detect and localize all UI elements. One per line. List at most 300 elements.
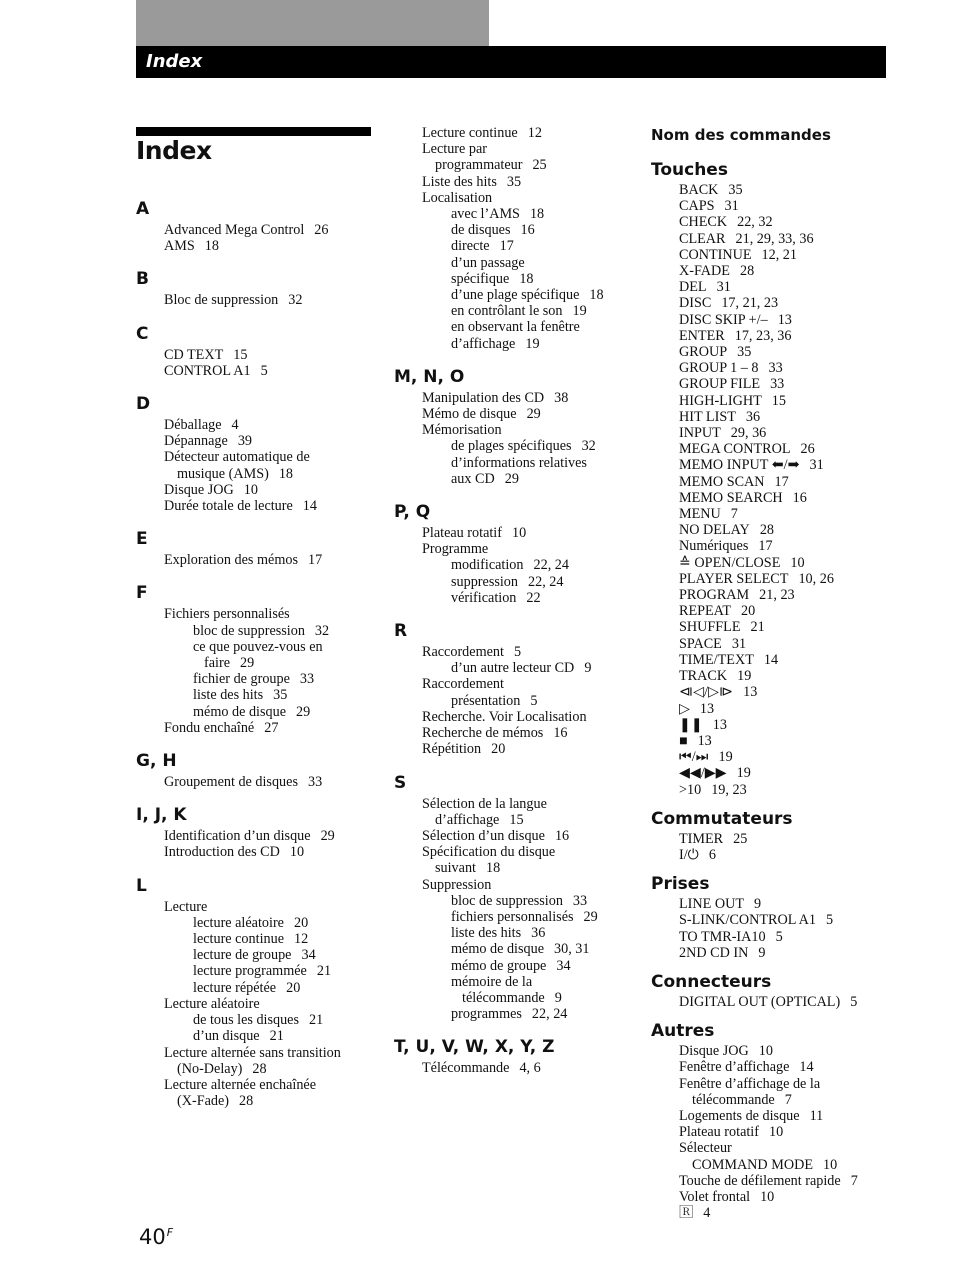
entry-pages: 13 bbox=[697, 732, 712, 749]
entry-pages: 22 bbox=[526, 589, 541, 606]
index-entry bbox=[651, 1140, 896, 1156]
index-entry bbox=[651, 376, 896, 392]
entry-pages: 21 bbox=[750, 619, 765, 636]
index-entry bbox=[651, 847, 896, 863]
index-entry bbox=[136, 720, 381, 736]
entry-term: Fondu enchaîné bbox=[164, 719, 255, 736]
entry-term: fichiers personnalisés bbox=[451, 908, 574, 925]
index-entry bbox=[394, 271, 639, 287]
index-entry bbox=[136, 482, 381, 498]
entry-pages: 26 bbox=[314, 222, 329, 238]
section-heading: L bbox=[136, 875, 147, 896]
entry-term: bloc de suppression bbox=[451, 892, 563, 909]
entry-pages: 33 bbox=[768, 360, 783, 377]
entry-term: lecture de groupe bbox=[193, 947, 292, 964]
entry-pages: 12 bbox=[527, 125, 542, 141]
entry-pages: 17, 23, 36 bbox=[734, 327, 792, 344]
index-list-1 bbox=[136, 198, 381, 1109]
index-entry bbox=[651, 457, 896, 473]
entry-term: GROUP FILE bbox=[679, 376, 761, 393]
entry-term: MEMO INPUT ⬅/➡ bbox=[679, 457, 800, 474]
index-entry bbox=[136, 687, 381, 703]
entry-term: musique (AMS) bbox=[177, 465, 269, 482]
entry-pages: 34 bbox=[556, 957, 571, 974]
index-entry bbox=[136, 899, 381, 915]
entry-pages: 21, 23 bbox=[759, 587, 795, 604]
section-heading: M, N, O bbox=[394, 366, 465, 387]
entry-pages: 18 bbox=[485, 860, 501, 877]
index-entry bbox=[651, 1108, 896, 1124]
index-entry bbox=[394, 958, 639, 974]
entry-term: Manipulation des CD bbox=[422, 389, 545, 406]
entry-term: Lecture par bbox=[422, 141, 487, 158]
page-number-suffix: F bbox=[166, 1226, 174, 1239]
entry-term: fichier de groupe bbox=[193, 671, 290, 688]
index-entry bbox=[394, 990, 639, 1006]
entry-pages: 4 bbox=[231, 417, 239, 434]
entry-term: Déballage bbox=[164, 417, 222, 434]
entry-pages: 5 bbox=[775, 928, 783, 945]
entry-pages: 10 bbox=[243, 481, 258, 498]
index-entry bbox=[136, 466, 381, 482]
entry-pages: 10 bbox=[289, 844, 305, 861]
entry-term: ■ bbox=[679, 732, 688, 749]
entry-pages: 17 bbox=[758, 538, 773, 555]
entry-term: ≙ OPEN/CLOSE bbox=[679, 554, 781, 571]
entry-term: Sélecteur bbox=[679, 1140, 732, 1157]
entry-pages: 5 bbox=[850, 993, 858, 1010]
index-entry bbox=[651, 295, 896, 311]
entry-pages: 29 bbox=[504, 470, 519, 487]
entry-term: GROUP bbox=[679, 344, 728, 361]
entry-term: CLEAR bbox=[679, 230, 726, 247]
entry-term: Sélection de la langue bbox=[422, 795, 547, 812]
entry-pages: 19, 23 bbox=[711, 781, 747, 798]
entry-pages: 10 bbox=[823, 1156, 838, 1173]
entry-term: Durée totale de lecture bbox=[164, 498, 293, 515]
entry-pages: 19 bbox=[737, 668, 752, 685]
index-entry bbox=[136, 947, 381, 963]
entry-term: Lecture alternée enchaînée bbox=[164, 1076, 317, 1093]
entry-term: CAPS bbox=[679, 198, 715, 215]
entry-term: en contrôlant le son bbox=[451, 303, 563, 320]
index-entry bbox=[136, 552, 381, 568]
index-entry bbox=[394, 844, 639, 860]
entry-term: Recherche de mémos bbox=[422, 725, 544, 742]
entry-pages: 31 bbox=[809, 457, 824, 474]
index-entry bbox=[651, 587, 896, 603]
index-entry bbox=[136, 1077, 381, 1093]
entry-pages: 22, 32 bbox=[737, 214, 773, 231]
entry-term: programmes bbox=[451, 1006, 522, 1023]
entry-term: TO TMR-IA10 bbox=[679, 928, 766, 945]
index-entry bbox=[394, 725, 639, 741]
index-entry bbox=[651, 1157, 896, 1173]
index-entry bbox=[136, 828, 381, 844]
index-entry bbox=[651, 619, 896, 635]
index-entry bbox=[394, 796, 639, 812]
index-entry bbox=[394, 909, 639, 925]
index-entry bbox=[394, 125, 639, 141]
index-entry bbox=[136, 417, 381, 433]
entry-term: Bloc de suppression bbox=[164, 292, 279, 309]
entry-pages: 32 bbox=[314, 622, 330, 639]
entry-pages: 25 bbox=[532, 157, 547, 174]
entry-pages: 35 bbox=[506, 173, 522, 190]
header-gray-tab bbox=[136, 0, 489, 46]
section-heading: S bbox=[394, 772, 407, 793]
entry-term: Logements de disque bbox=[679, 1107, 800, 1124]
index-entry bbox=[651, 425, 896, 441]
index-entry bbox=[651, 765, 896, 781]
index-entry bbox=[394, 287, 639, 303]
index-entry bbox=[394, 893, 639, 909]
entry-term: d’un passage bbox=[451, 254, 525, 271]
entry-term: Numériques bbox=[679, 538, 749, 555]
entry-pages: 29 bbox=[240, 655, 255, 672]
entry-term: Volet frontal bbox=[679, 1188, 751, 1205]
entry-pages: 17 bbox=[307, 552, 323, 569]
index-entry bbox=[651, 312, 896, 328]
entry-pages: 15 bbox=[509, 811, 524, 828]
entry-term: INPUT bbox=[679, 425, 721, 442]
index-entry bbox=[136, 655, 381, 671]
entry-term: liste des hits bbox=[193, 687, 264, 704]
entry-term: (No-Delay) bbox=[177, 1060, 243, 1077]
entry-term: MEMO SCAN bbox=[679, 473, 765, 490]
entry-term: Fichiers personnalisés bbox=[164, 606, 290, 623]
section-heading: A bbox=[136, 199, 150, 219]
entry-term: aux CD bbox=[451, 470, 495, 487]
header-bar bbox=[136, 46, 886, 78]
entry-pages: 35 bbox=[737, 344, 752, 361]
entry-pages: 16 bbox=[520, 222, 535, 239]
entry-pages: 13 bbox=[743, 684, 758, 701]
entry-pages: 5 bbox=[260, 362, 268, 379]
section-heading: Autres bbox=[651, 1021, 715, 1042]
entry-pages: 7 bbox=[784, 1091, 792, 1108]
entry-pages: 33 bbox=[307, 774, 323, 791]
entry-pages: 35 bbox=[728, 182, 743, 198]
entry-term: Groupement de disques bbox=[164, 774, 298, 791]
section-heading: I, J, K bbox=[136, 805, 187, 826]
entry-term: SHUFFLE bbox=[679, 619, 741, 636]
entry-term: d’affichage bbox=[435, 811, 500, 828]
index-entry bbox=[394, 557, 639, 573]
entry-pages: 28 bbox=[252, 1060, 267, 1077]
entry-pages: 10 bbox=[760, 1188, 775, 1205]
entry-term: MEGA CONTROL bbox=[679, 441, 791, 458]
entry-term: Lecture bbox=[164, 898, 208, 915]
entry-pages: 39 bbox=[237, 433, 252, 450]
entry-term: vérification bbox=[451, 589, 517, 606]
index-entry bbox=[394, 157, 639, 173]
entry-term: liste des hits bbox=[451, 925, 522, 942]
index-entry bbox=[651, 522, 896, 538]
index-entry bbox=[651, 1173, 896, 1189]
entry-term: Répétition bbox=[422, 741, 482, 758]
entry-term: programmateur bbox=[435, 157, 523, 174]
entry-pages: 35 bbox=[273, 687, 288, 704]
entry-term: Fenêtre d’affichage bbox=[679, 1059, 790, 1076]
page-number bbox=[139, 1225, 173, 1249]
index-entry bbox=[136, 1093, 381, 1109]
index-entry bbox=[394, 390, 639, 406]
entry-term: d’une plage spécifique bbox=[451, 287, 580, 304]
entry-term: télécommande bbox=[692, 1091, 775, 1108]
entry-pages: 33 bbox=[299, 671, 315, 688]
entry-pages: 29 bbox=[526, 406, 541, 423]
entry-term: Programme bbox=[422, 541, 489, 558]
section-heading: Commutateurs bbox=[651, 808, 793, 829]
index-entry bbox=[394, 422, 639, 438]
entry-term: Plateau rotatif bbox=[679, 1124, 759, 1141]
index-entry bbox=[136, 363, 381, 379]
section-heading: P, Q bbox=[394, 502, 431, 523]
entry-pages: 9 bbox=[554, 989, 562, 1006]
entry-term: avec l’AMS bbox=[451, 206, 520, 223]
index-entry bbox=[136, 433, 381, 449]
index-entry bbox=[394, 438, 639, 454]
entry-term: Sélection d’un disque bbox=[422, 827, 545, 844]
entry-pages: 7 bbox=[730, 506, 738, 523]
entry-term: >10 bbox=[679, 781, 702, 798]
index-entry bbox=[136, 222, 381, 238]
entry-term: S-LINK/CONTROL A1 bbox=[679, 912, 817, 929]
entry-pages: 29, 36 bbox=[730, 425, 767, 442]
entry-pages: 27 bbox=[264, 719, 279, 736]
entry-pages: 17 bbox=[499, 238, 514, 255]
command-names-title: Nom des commandes bbox=[651, 126, 831, 144]
index-entry bbox=[394, 238, 639, 254]
section-heading: Connecteurs bbox=[651, 971, 772, 992]
index-entry bbox=[394, 941, 639, 957]
index-entry bbox=[651, 441, 896, 457]
header-section-label: Index bbox=[146, 51, 203, 72]
entry-pages: 20 bbox=[286, 979, 301, 996]
entry-term: Liste des hits bbox=[422, 173, 497, 190]
entry-term: Mémorisation bbox=[422, 422, 502, 439]
entry-pages: 18 bbox=[519, 270, 534, 287]
index-entry bbox=[394, 974, 639, 990]
entry-term: BACK bbox=[679, 182, 719, 198]
index-entry bbox=[651, 603, 896, 619]
entry-term: ❚❚ bbox=[679, 716, 703, 733]
entry-term: Fenêtre d’affichage de la bbox=[679, 1075, 821, 1092]
entry-pages: 28 bbox=[739, 263, 755, 280]
entry-term: de tous les disques bbox=[193, 1012, 300, 1029]
page-title: Index bbox=[136, 136, 212, 165]
entry-pages: 4 bbox=[703, 1205, 711, 1222]
entry-term: modification bbox=[451, 557, 524, 574]
entry-term: ⏮/⏭ bbox=[679, 749, 709, 766]
entry-term: d’un disque bbox=[193, 1028, 260, 1045]
entry-pages: 15 bbox=[233, 346, 248, 363]
entry-term: HIGH-LIGHT bbox=[679, 392, 762, 409]
index-entry bbox=[651, 393, 896, 409]
index-entry bbox=[651, 571, 896, 587]
entry-pages: 16 bbox=[792, 489, 807, 506]
index-entry bbox=[136, 1061, 381, 1077]
index-entry bbox=[394, 255, 639, 271]
index-entry bbox=[394, 925, 639, 941]
entry-pages: 18 bbox=[278, 465, 294, 482]
entry-pages: 14 bbox=[799, 1059, 814, 1076]
index-entry bbox=[651, 701, 896, 717]
entry-pages: 19 bbox=[736, 765, 751, 782]
index-entry bbox=[651, 506, 896, 522]
entry-term: de disques bbox=[451, 222, 511, 239]
entry-term: CONTROL A1 bbox=[164, 362, 251, 379]
index-entry bbox=[136, 915, 381, 931]
entry-pages: 22, 24 bbox=[533, 557, 569, 574]
entry-term: Advanced Mega Control bbox=[164, 222, 305, 238]
entry-pages: 20 bbox=[293, 914, 309, 931]
entry-pages: 16 bbox=[553, 725, 568, 742]
index-entry bbox=[651, 1205, 896, 1221]
page-number-value: 40 bbox=[139, 1225, 166, 1249]
entry-pages: 13 bbox=[699, 700, 715, 717]
entry-term: DIGITAL OUT (OPTICAL) bbox=[679, 993, 841, 1010]
index-entry bbox=[651, 668, 896, 684]
entry-pages: 21 bbox=[316, 963, 332, 980]
entry-pages: 17, 21, 23 bbox=[721, 295, 779, 312]
entry-pages: 5 bbox=[530, 692, 538, 709]
entry-pages: 12, 21 bbox=[761, 246, 797, 263]
entry-term: SPACE bbox=[679, 635, 722, 652]
entry-term: d’affichage bbox=[451, 335, 516, 352]
entry-pages: 21 bbox=[269, 1028, 284, 1045]
index-entry bbox=[651, 733, 896, 749]
index-entry bbox=[651, 182, 896, 198]
entry-term: Disque JOG bbox=[164, 481, 234, 498]
index-entry bbox=[651, 945, 896, 961]
entry-term: présentation bbox=[451, 692, 521, 709]
entry-pages: 10 bbox=[768, 1124, 784, 1141]
entry-pages: 20 bbox=[491, 741, 506, 758]
entry-pages: 28 bbox=[239, 1093, 254, 1110]
index-list-2 bbox=[394, 125, 639, 1077]
index-entry bbox=[651, 247, 896, 263]
entry-term: DISC SKIP +/– bbox=[679, 311, 768, 328]
index-entry bbox=[136, 931, 381, 947]
index-entry bbox=[651, 782, 896, 798]
entry-pages: 14 bbox=[763, 651, 779, 668]
entry-term: directe bbox=[451, 238, 490, 255]
entry-term: CD TEXT bbox=[164, 346, 224, 363]
index-entry bbox=[394, 525, 639, 541]
index-entry bbox=[651, 1059, 896, 1075]
index-entry bbox=[394, 574, 639, 590]
index-entry bbox=[651, 896, 896, 912]
index-entry bbox=[651, 1076, 896, 1092]
section-heading: Touches bbox=[651, 160, 728, 180]
index-entry bbox=[136, 639, 381, 655]
index-entry bbox=[136, 963, 381, 979]
entry-pages: 25 bbox=[733, 830, 748, 847]
section-heading: D bbox=[136, 394, 151, 415]
entry-pages: 29 bbox=[320, 828, 335, 845]
title-rule bbox=[136, 127, 371, 136]
index-entry bbox=[394, 141, 639, 157]
entry-pages: 13 bbox=[777, 311, 792, 328]
index-entry bbox=[136, 292, 381, 308]
index-entry bbox=[136, 606, 381, 622]
entry-term: 🅁 bbox=[679, 1205, 694, 1222]
entry-term: lecture aléatoire bbox=[193, 914, 284, 931]
index-entry bbox=[394, 406, 639, 422]
entry-term: HIT LIST bbox=[679, 408, 736, 425]
entry-term: Détecteur automatique de bbox=[164, 449, 310, 466]
entry-term: GROUP 1 – 8 bbox=[679, 360, 759, 377]
entry-term: NO DELAY bbox=[679, 522, 750, 539]
entry-term: MENU bbox=[679, 506, 721, 523]
entry-term: LINE OUT bbox=[679, 896, 745, 913]
index-entry bbox=[136, 704, 381, 720]
entry-term: d’informations relatives bbox=[451, 454, 587, 471]
entry-term: ENTER bbox=[679, 327, 725, 344]
index-entry bbox=[651, 717, 896, 733]
entry-pages: 38 bbox=[554, 389, 569, 406]
entry-term: MEMO SEARCH bbox=[679, 489, 783, 506]
index-entry bbox=[651, 231, 896, 247]
index-entry bbox=[651, 684, 896, 700]
entry-pages: 16 bbox=[554, 827, 570, 844]
entry-term: Introduction des CD bbox=[164, 844, 280, 861]
entry-term: ▷ bbox=[679, 700, 690, 717]
entry-term: Touche de défilement rapide bbox=[679, 1172, 841, 1189]
index-entry bbox=[651, 1189, 896, 1205]
entry-pages: 5 bbox=[513, 644, 522, 661]
index-entry bbox=[394, 206, 639, 222]
index-entry bbox=[651, 538, 896, 554]
entry-pages: 9 bbox=[754, 896, 762, 913]
index-entry bbox=[651, 263, 896, 279]
entry-term: mémo de disque bbox=[451, 941, 544, 958]
index-entry bbox=[394, 660, 639, 676]
index-list-3 bbox=[651, 125, 896, 1221]
index-entry bbox=[651, 1124, 896, 1140]
entry-pages: 11 bbox=[809, 1107, 824, 1124]
index-entry bbox=[394, 303, 639, 319]
index-entry bbox=[394, 590, 639, 606]
index-entry bbox=[651, 929, 896, 945]
entry-term: Disque JOG bbox=[679, 1043, 749, 1060]
index-entry bbox=[651, 994, 896, 1010]
index-entry bbox=[136, 671, 381, 687]
entry-pages: 29 bbox=[583, 908, 598, 925]
entry-term: Exploration des mémos bbox=[164, 552, 298, 569]
entry-pages: 18 bbox=[589, 287, 604, 304]
entry-pages: 32 bbox=[581, 438, 596, 455]
index-entry bbox=[651, 831, 896, 847]
index-entry bbox=[394, 190, 639, 206]
entry-pages: 12 bbox=[294, 931, 309, 948]
entry-pages: 5 bbox=[826, 912, 834, 929]
entry-term: COMMAND MODE bbox=[692, 1156, 813, 1173]
entry-term: Suppression bbox=[422, 876, 492, 893]
index-entry bbox=[136, 347, 381, 363]
index-entry bbox=[394, 828, 639, 844]
index-entry bbox=[394, 336, 639, 352]
entry-term: REPEAT bbox=[679, 603, 732, 620]
index-entry bbox=[394, 1006, 639, 1022]
entry-pages: 10 bbox=[511, 525, 527, 542]
index-entry bbox=[651, 1043, 896, 1059]
entry-pages: 9 bbox=[758, 944, 766, 961]
entry-pages: 31 bbox=[716, 279, 731, 296]
index-entry bbox=[394, 644, 639, 660]
